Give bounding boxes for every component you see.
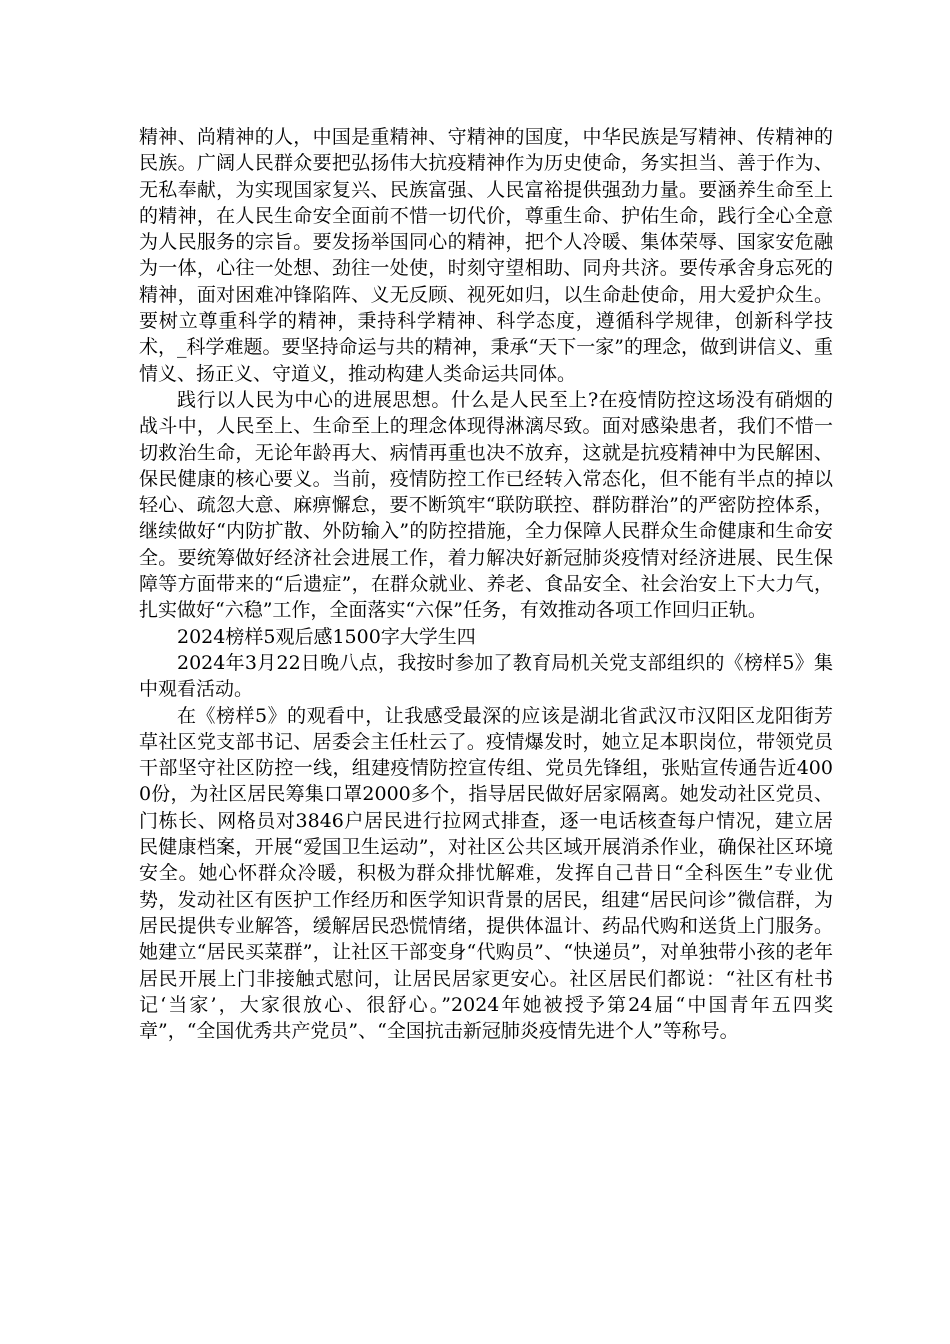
paragraph-4: 在《榜样5》的观看中，让我感受最深的应该是湖北省武汉市汉阳区龙阳街芳草社区党支部书记、居委会主任杜云了。疫情爆发时，她立足本职岗位，带领党员干部坚守社区防控一线，组建疫情防控宣传组、党员先锋组，张贴宣传通告近4000份，为社区居民筹集口罩2000多个，指导居民做好居家隔离。她发动社区党员、门栋长、网格员对3846户居民进行拉网式排查，逐一电话核查每户情况，建立居民健康档案，开展“爱国卫生运动”，对社区公共区域开展消杀作业，确保社区环境安全。她心怀群众冷暖，积极为群众排忧解难，发挥自己昔日“全科医生”专业优势，发动社区有医护工作经历和医学知识背景的居民，组建“居民问诊”微信群，为居民提供专业解答，缓解居民恐慌情绪，提供体温计、药品代购和送货上门服务。她建立“居民买菜群”，让社区干部变身“代购员”、“快递员”，对单独带小孩的老年居民开展上门非接触式慰问，让居民居家更安心。社区居民们都说：“社区有杜书记‘当家’，大家很放心、很舒心。”2024年她被授予第24届“中国青年五四奖章”，“全国优秀共产党员”、“全国抗击新冠肺炎疫情先进个人”等称号。 (139, 704, 833, 1043)
paragraph-1: 精神、尚精神的人，中国是重精神、守精神的国度，中华民族是写精神、传精神的民族。广阔人民群众要把弘扬伟大抗疫精神作为历史使命，务实担当、善于作为、无私奉献，为实现国家复兴、民族富强、人民富裕提供强劲力量。要涵养生命至上的精神，在人民生命安全面前不惜一切代价，尊重生命、护佑生命，践行全心全意为人民服务的宗旨。要发扬举国同心的精神，把个人冷暖、集体荣辱、国家安危融为一体，心往一处想、劲往一处使，时刻守望相助、同舟共济。要传承舍身忘死的精神，面对困难冲锋陷阵、义无反顾、视死如归，以生命赴使命，用大爱护众生。要树立尊重科学的精神，秉持科学精神、科学态度，遵循科学规律，创新科学技术，_科学难题。要坚持命运与共的精神，秉承“天下一家”的理念，做到讲信义、重情义、扬正义、守道义，推动构建人类命运共同体。 (139, 126, 833, 385)
paragraph-3: 2024年3月22日晚八点，我按时参加了教育局机关党支部组织的《榜样5》集中观看活动。 (139, 651, 833, 701)
paragraph-2: 践行以人民为中心的进展思想。什么是人民至上?在疫情防控这场没有硝烟的战斗中，人民至上、生命至上的理念体现得淋漓尽致。面对感染患者，我们不惜一切救治生命，无论年龄再大、病情再重也决不放弃，这就是抗疫精神中为民解困、保民健康的核心要义。当前，疫情防控工作已经转入常态化，但不能有半点的掉以轻心、疏忽大意、麻痹懈怠，要不断筑牢“联防联控、群防群治”的严密防控体系，继续做好“内防扩散、外防输入”的防控措施，全力保障人民群众生命健康和生命安全。要统筹做好经济社会进展工作，着力解决好新冠肺炎疫情对经济进展、民生保障等方面带来的“后遗症”，在群众就业、养老、食品安全、社会治安上下大力气，扎实做好“六稳”工作，全面落实“六保”任务，有效推动各项工作回归正轨。 (139, 388, 833, 622)
document-body (139, 124, 833, 1044)
section-heading: 2024榜样5观后感1500字大学生四 (177, 625, 476, 648)
